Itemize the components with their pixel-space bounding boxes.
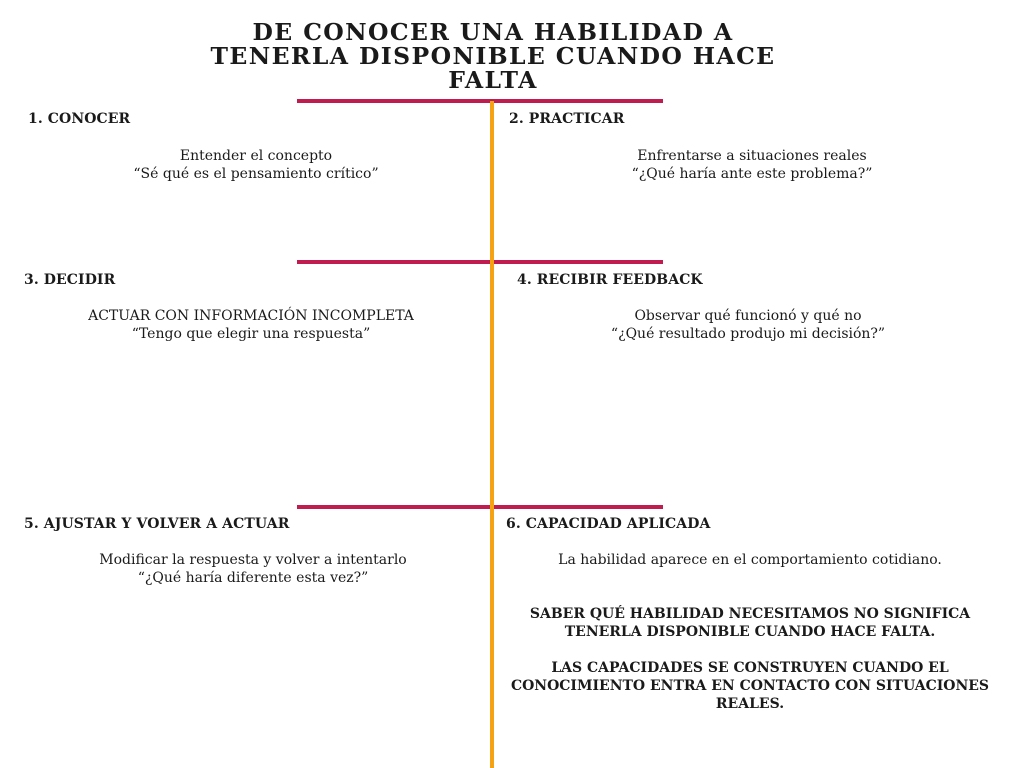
step-4-description <box>548 307 948 343</box>
step-3-heading: 3. DECIDIR <box>24 272 116 288</box>
step-1-line-2: “Sé qué es el pensamiento crítico” <box>133 166 379 182</box>
step-2-description <box>552 147 952 183</box>
step-3-description <box>51 307 451 343</box>
step-5-line-2: “¿Qué haría diferente esta vez?” <box>137 570 369 586</box>
divider-top <box>297 99 663 103</box>
note-1: SABER QUÉ HABILIDAD NECESITAMOS NO SIGNIFICA TENERLA DISPONIBLE CUANDO HACE FALTA. <box>529 606 971 640</box>
note-2: LAS CAPACIDADES SE CONSTRUYEN CUANDO EL CONOCIMIENTO ENTRA EN CONTACTO CON SITUACIONES REALES. <box>510 660 990 712</box>
step-4-line-2: “¿Qué resultado produjo mi decisión?” <box>610 326 886 342</box>
divider-vertical <box>490 101 494 768</box>
step-3-line-2: “Tengo que elegir una respuesta” <box>131 326 371 342</box>
step-1-description <box>56 147 456 183</box>
step-2-line-1: Enfrentarse a situaciones reales <box>637 148 867 164</box>
step-2-line-2: “¿Qué haría ante este problema?” <box>631 166 873 182</box>
step-3-line-1: ACTUAR CON INFORMACIÓN INCOMPLETA <box>88 308 414 324</box>
step-5-description <box>53 551 453 587</box>
step-1-line-1: Entender el concepto <box>179 148 333 164</box>
step-2-heading: 2. PRACTICAR <box>509 111 625 127</box>
divider-middle <box>297 260 663 264</box>
divider-bottom <box>297 505 663 509</box>
step-5-heading: 5. AJUSTAR Y VOLVER A ACTUAR <box>24 516 290 532</box>
step-4-heading: 4. RECIBIR FEEDBACK <box>517 272 703 288</box>
page-title <box>0 20 986 92</box>
step-6-heading: 6. CAPACIDAD APLICADA <box>506 516 711 532</box>
title-line-2: TENERLA DISPONIBLE CUANDO HACE <box>210 42 776 70</box>
step-5-line-1: Modificar la respuesta y volver a intentarlo <box>99 552 407 568</box>
title-line-3: FALTA <box>448 66 538 94</box>
step-6-line-1: La habilidad aparece en el comportamiento cotidiano. <box>558 552 942 568</box>
step-4-line-1: Observar qué funcionó y qué no <box>634 308 862 324</box>
title-line-1: DE CONOCER UNA HABILIDAD A <box>252 18 734 46</box>
step-1-heading: 1. CONOCER <box>28 111 131 127</box>
step-6-description <box>530 551 970 569</box>
